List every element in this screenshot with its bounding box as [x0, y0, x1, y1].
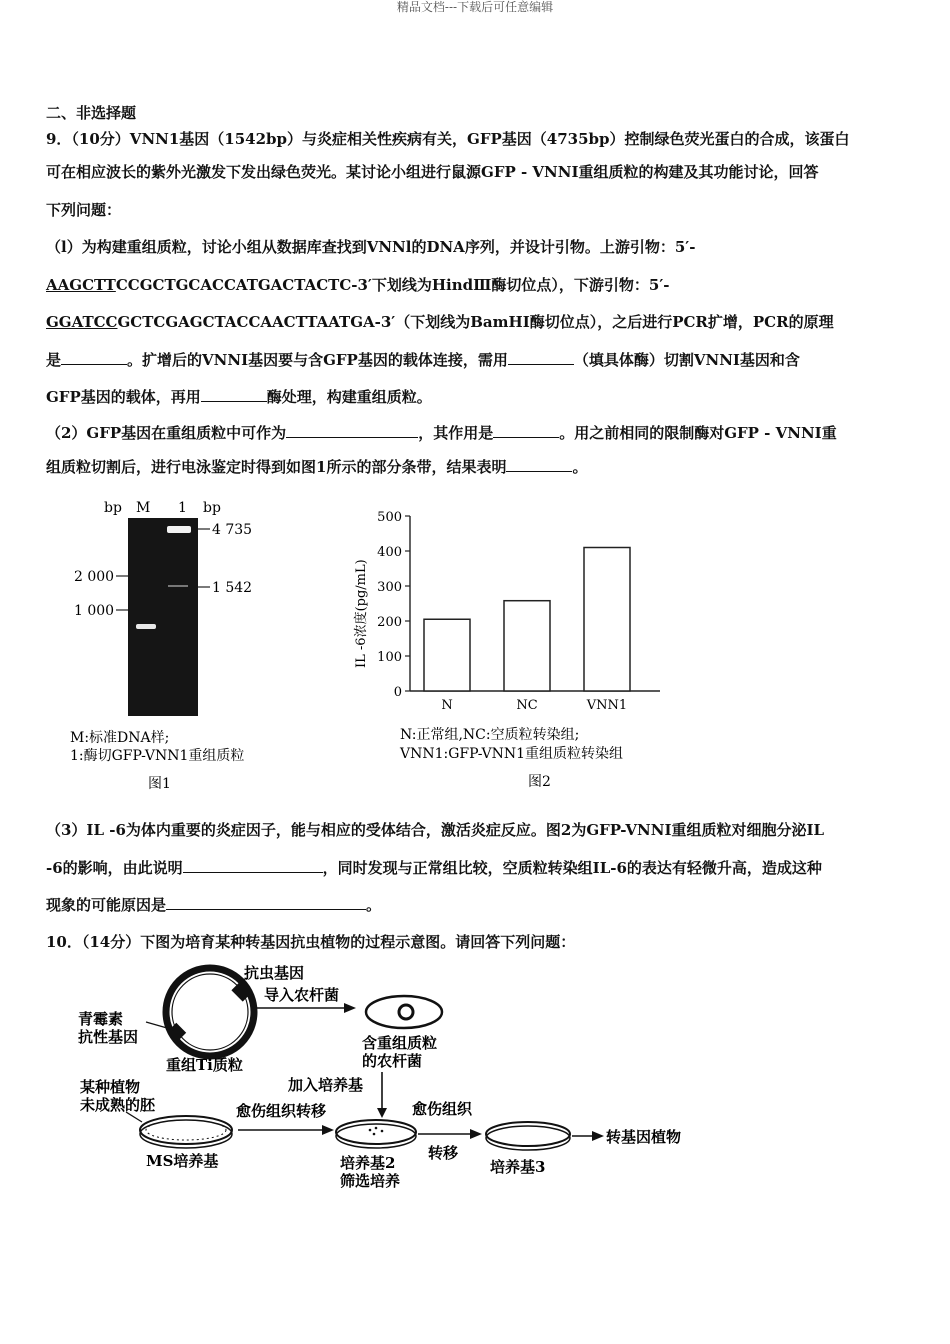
y-tick-label: 400 [377, 545, 402, 560]
q9-part1-line1: （l）为构建重组质粒，讨论小组从数据库查找到VNNl的DNA序列，并设计引物。上游引物：5′- [46, 238, 696, 256]
text-span: 。 [366, 896, 382, 914]
label-1542: 1 542 [212, 580, 253, 596]
fig1-legend-m: M:标准DNA样; [70, 730, 170, 746]
answer-blank[interactable] [508, 346, 574, 365]
bars [424, 548, 630, 692]
figures-row [60, 488, 700, 798]
text-span: （填具体酶）切割VNNI基因和含 [573, 350, 800, 369]
answer-blank[interactable] [183, 854, 323, 873]
arrow-head [344, 1003, 356, 1013]
q9-part2-line1 [46, 417, 906, 449]
label-medium3: 培养基3 [490, 1158, 546, 1176]
label-transfer: 转移 [428, 1144, 459, 1162]
y-tick-label: 200 [377, 615, 402, 630]
q9-part3-line1: （3）IL -6为体内重要的炎症因子，能与相应的受体结合，激活炎症反应。图2为GFP-VNNI重组质粒对细胞分泌IL [46, 821, 825, 839]
x-label-vnn1: VNN1 [586, 698, 628, 713]
y-axis-label: IL -6浓度(pg/mL) [354, 559, 369, 668]
answer-blank[interactable] [61, 346, 127, 365]
page-header: 精品文档---下载后可任意编辑 [396, 0, 554, 14]
label-agro-2: 的农杆菌 [362, 1052, 423, 1070]
q9-intro-line2: 可在相应波长的紫外光激发下发出绿色荧光。某讨论小组进行鼠源GFP - VNNI重组质粒的构建及其功能讨论，回答 [46, 163, 819, 181]
q9-part3-line2 [46, 850, 908, 888]
callus-dot [369, 1129, 372, 1132]
y-ticks [377, 510, 410, 700]
process-svg [66, 962, 726, 1202]
label-resistance-2: 抗性基因 [78, 1028, 139, 1046]
label-resistance-1: 青霉素 [78, 1010, 124, 1028]
process-diagram [66, 962, 726, 1202]
q9-part1-line2 [46, 267, 906, 305]
fig2-legend-2: VNN1:GFP-VNN1重组质粒转染组 [400, 746, 624, 762]
band-4735 [167, 526, 191, 533]
label-ms-medium: MS培养基 [146, 1152, 219, 1170]
q10-title: 10．（14分）下图为培育某种转基因抗虫植物的过程示意图。请回答下列问题： [46, 932, 576, 951]
bar-vnn1 [584, 548, 630, 692]
figure-1-gel [70, 500, 252, 792]
answer-blank[interactable] [493, 419, 559, 438]
y-tick-label: 0 [393, 685, 402, 700]
arrow-head [377, 1108, 387, 1118]
primer-reverse-rest: GCTCGAGCTACCAACTTAATGA-3′（下划线为BamHI酶切位点），之后进行PCR扩增，PCR的原理 [117, 313, 834, 331]
text-span: 现象的可能原因是 [46, 896, 167, 914]
callus-dot [375, 1127, 378, 1130]
q9-part2-line2 [46, 449, 906, 487]
primer-forward-rest: CCGCTGCACCATGACTACTC-3′下划线为HindⅢ酶切位点），下游引物：5′- [115, 275, 670, 294]
figures-svg [60, 488, 700, 798]
x-label-nc: NC [516, 698, 538, 713]
answer-blank[interactable] [286, 419, 418, 438]
answer-blank[interactable] [201, 383, 267, 402]
callus-dot [373, 1133, 376, 1136]
x-labels [441, 698, 627, 713]
y-tick-label: 300 [377, 580, 402, 595]
band-1542 [168, 585, 188, 587]
label-add-medium: 加入培养基 [288, 1076, 364, 1094]
label-medium2-1: 培养基2 [340, 1154, 396, 1172]
bar-nc [504, 601, 550, 691]
x-label-n: N [441, 698, 453, 713]
y-tick-label: 500 [377, 510, 402, 525]
label-4735: 4 735 [212, 522, 253, 538]
fig2-legend-1: N:正常组,NC:空质粒转染组; [400, 727, 580, 743]
text-span: 酶处理，构建重组质粒。 [266, 388, 432, 406]
label-agro-1: 含重组质粒 [362, 1034, 438, 1052]
label-result: 转基因植物 [606, 1128, 682, 1146]
question-text-upper [46, 100, 906, 486]
text-span: 。 [572, 457, 588, 476]
bar-n [424, 619, 470, 691]
text-span: 是 [46, 350, 62, 369]
text-span: 。用之前相同的限制酶对GFP - VNNI重 [559, 423, 837, 442]
section-title: 二、非选择题 [46, 104, 137, 122]
label-plant-2: 未成熟的胚 [80, 1096, 156, 1114]
arrow-head [470, 1129, 482, 1139]
callus-dot [381, 1130, 384, 1133]
text-span: ，其作用是 [418, 423, 494, 442]
figure-2-chart [353, 510, 660, 790]
question-text-lower [46, 812, 908, 959]
q9-intro-line1: 9．（10分）VNN1基因（1542bp）与炎症相关性疾病有关，GFP基因（4735bp）控制绿色荧光蛋白的合成，该蛋白 [46, 130, 850, 148]
label-callus-2: 愈伤组织 [412, 1100, 473, 1118]
fig2-caption: 图2 [528, 774, 551, 790]
hindiii-site: AAGCTT [46, 275, 116, 294]
text-span: 组质粒切割后，进行电泳鉴定时得到如图1所示的部分条带，结果表明 [46, 457, 507, 476]
q9-part1-line5 [46, 379, 906, 417]
label-2000: 2 000 [74, 569, 115, 585]
answer-blank[interactable] [166, 891, 366, 910]
q9-part1-line4 [46, 342, 906, 380]
q9-part3-line3 [46, 887, 908, 925]
fig1-legend-1: 1:酶切GFP-VNN1重组质粒 [70, 748, 245, 764]
fig1-bp-right: bp [203, 500, 221, 516]
fig1-lane-m: M [136, 500, 151, 516]
fig1-caption: 图1 [148, 776, 171, 792]
q9-intro-line3: 下列问题： [46, 200, 122, 219]
arrow-head [322, 1125, 334, 1135]
fig1-bp-left: bp [104, 500, 122, 516]
gel-image [128, 518, 198, 716]
text-span: GFP基因的载体，再用 [46, 388, 201, 406]
agrobacterium-cell [366, 996, 442, 1028]
label-into-agrobacterium: 导入农杆菌 [264, 986, 340, 1004]
label-plant-1: 某种植物 [80, 1078, 141, 1096]
text-span: （2）GFP基因在重组质粒中可作为 [46, 423, 287, 442]
answer-blank[interactable] [506, 453, 572, 472]
text-span: ，同时发现与正常组比较，空质粒转染组IL-6的表达有轻微升高，造成这种 [322, 858, 822, 877]
label-1000: 1 000 [74, 603, 115, 619]
label-medium2-2: 筛选培养 [340, 1172, 401, 1190]
text-span: 。扩增后的VNNI基因要与含GFP基因的载体连接，需用 [127, 350, 508, 369]
y-tick-label: 100 [377, 650, 402, 665]
label-callus-transfer: 愈伤组织转移 [236, 1102, 327, 1120]
band-marker [136, 624, 156, 629]
q9-part1-line3 [46, 304, 906, 342]
text-span: -6的影响，由此说明 [46, 858, 183, 877]
bamhi-site: GGATCC [46, 313, 118, 331]
agrobacterium-plasmid [399, 1005, 413, 1019]
fig1-lane-1: 1 [178, 500, 187, 516]
arrow-head [592, 1131, 604, 1141]
label-plasmid: 重组Ti质粒 [166, 1056, 243, 1074]
label-gene: 抗虫基因 [244, 964, 305, 982]
